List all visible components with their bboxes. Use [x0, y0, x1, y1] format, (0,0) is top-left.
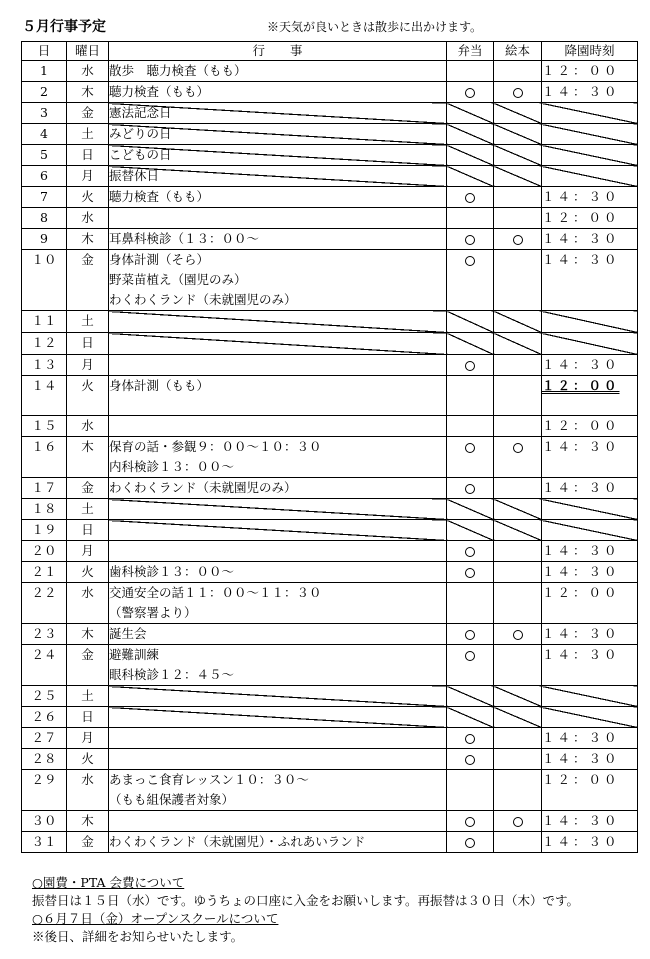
event-text: （警察署より）	[109, 605, 197, 620]
pickup-time: １４：３０	[542, 439, 620, 454]
fee-text: 振替日は１５日（水）です。ゆうちょの口座に入金をお願いします。再振替は３０日（木）です。	[32, 893, 580, 908]
day-cell: １６	[22, 437, 67, 478]
day-cell: 3	[22, 103, 67, 124]
pickup-time-cell	[542, 562, 638, 583]
lunch-cell	[447, 103, 494, 124]
event-text: 身体計測（もも）	[109, 378, 210, 393]
event-text: 内科検診１３：００～	[109, 459, 235, 474]
day-cell: ２６	[22, 707, 67, 728]
pickup-time-cell	[542, 645, 638, 686]
table-row	[22, 541, 638, 562]
weekday-cell: 日	[67, 707, 109, 728]
circle-mark	[465, 88, 475, 98]
event-text: わくわくランド（未就園児のみ）	[109, 480, 297, 495]
table-row	[22, 355, 638, 376]
day-cell: １８	[22, 499, 67, 520]
weekday-cell: 木	[67, 229, 109, 250]
pickup-time: １４：３０	[542, 543, 620, 558]
day-cell: １４	[22, 376, 67, 416]
lunch-cell	[447, 478, 494, 499]
lunch-cell	[447, 686, 494, 707]
event-text: 交通安全の話１１：００～１１：３０	[109, 585, 322, 600]
weekday-cell: 月	[67, 166, 109, 187]
picture-book-cell	[494, 645, 542, 686]
lunch-cell	[447, 355, 494, 376]
table-row	[22, 811, 638, 832]
pickup-time-cell	[542, 187, 638, 208]
table-row	[22, 376, 638, 416]
table-row	[22, 749, 638, 770]
picture-book-cell	[494, 124, 542, 145]
event-cell	[109, 311, 447, 333]
pickup-time-cell	[542, 499, 638, 520]
table-row	[22, 728, 638, 749]
day-cell: ２７	[22, 728, 67, 749]
pickup-time: １２：００	[542, 210, 620, 225]
event-text: 歯科検診１３：００～	[109, 564, 235, 579]
header-weekday: 曜日	[67, 42, 109, 61]
picture-book-cell	[494, 749, 542, 770]
day-cell: 7	[22, 187, 67, 208]
lunch-cell	[447, 811, 494, 832]
circle-mark	[513, 235, 523, 245]
pickup-time-cell	[542, 208, 638, 229]
pickup-time-cell	[542, 82, 638, 103]
lunch-cell	[447, 749, 494, 770]
day-cell: ２２	[22, 583, 67, 624]
event-cell	[109, 103, 447, 124]
table-row	[22, 82, 638, 103]
pickup-time-cell	[542, 103, 638, 124]
table-row	[22, 437, 638, 478]
pickup-time: １４：３０	[542, 84, 620, 99]
weekday-cell: 金	[67, 250, 109, 311]
lunch-cell	[447, 311, 494, 333]
pickup-time-cell	[542, 811, 638, 832]
header-event: 行 事	[109, 42, 447, 61]
page-title: ５月行事予定	[22, 19, 106, 35]
day-cell: １９	[22, 520, 67, 541]
circle-mark	[465, 734, 475, 744]
weekday-cell: 火	[67, 562, 109, 583]
event-cell	[109, 624, 447, 645]
lunch-cell	[447, 208, 494, 229]
day-cell: １７	[22, 478, 67, 499]
pickup-time-cell	[542, 749, 638, 770]
lunch-cell	[447, 61, 494, 82]
picture-book-cell	[494, 208, 542, 229]
picture-book-cell	[494, 811, 542, 832]
table-row	[22, 416, 638, 437]
lunch-cell	[447, 583, 494, 624]
picture-book-cell	[494, 61, 542, 82]
picture-book-cell	[494, 376, 542, 416]
circle-mark	[513, 817, 523, 827]
circle-mark	[465, 547, 475, 557]
weekday-cell: 土	[67, 311, 109, 333]
day-cell: 1	[22, 61, 67, 82]
header-day: 日	[22, 42, 67, 61]
event-cell	[109, 333, 447, 355]
weekday-cell: 金	[67, 645, 109, 686]
table-row	[22, 562, 638, 583]
table-row	[22, 478, 638, 499]
schedule-table	[21, 41, 638, 853]
weekday-cell: 日	[67, 333, 109, 355]
table-row	[22, 166, 638, 187]
pickup-time-cell	[542, 770, 638, 811]
day-cell: １２	[22, 333, 67, 355]
weekday-cell: 日	[67, 145, 109, 166]
day-cell: 5	[22, 145, 67, 166]
day-cell: ２０	[22, 541, 67, 562]
picture-book-cell	[494, 333, 542, 355]
pickup-time-cell	[542, 333, 638, 355]
pickup-time: １４：３０	[542, 231, 620, 246]
pickup-time: １４：３０	[542, 647, 620, 662]
day-cell: １３	[22, 355, 67, 376]
pickup-time: １４：３０	[542, 252, 620, 267]
event-text: （もも組保護者対象）	[109, 792, 235, 807]
picture-book-cell	[494, 541, 542, 562]
picture-book-cell	[494, 250, 542, 311]
picture-book-cell	[494, 437, 542, 478]
pickup-time-cell	[542, 124, 638, 145]
event-cell	[109, 770, 447, 811]
weekday-cell: 金	[67, 832, 109, 853]
event-text: 野菜苗植え（園児のみ）	[109, 272, 247, 287]
lunch-cell	[447, 145, 494, 166]
day-cell: ２９	[22, 770, 67, 811]
table-row	[22, 770, 638, 811]
header-pickup-time: 降園時刻	[542, 42, 638, 61]
event-cell	[109, 520, 447, 541]
event-text: あまっこ食育レッスン１０：３０～	[109, 772, 309, 787]
weekday-cell: 月	[67, 355, 109, 376]
picture-book-cell	[494, 624, 542, 645]
pickup-time-cell	[542, 311, 638, 333]
weekday-cell: 土	[67, 499, 109, 520]
event-cell	[109, 166, 447, 187]
lunch-cell	[447, 82, 494, 103]
pickup-time: １４：３０	[542, 480, 620, 495]
event-text: 誕生会	[109, 626, 147, 641]
day-cell: ２５	[22, 686, 67, 707]
weekday-cell: 水	[67, 208, 109, 229]
event-cell	[109, 707, 447, 728]
event-text: 聴力検査（もも）	[109, 84, 210, 99]
event-cell	[109, 250, 447, 311]
circle-mark	[465, 630, 475, 640]
event-text: 聴力検査（もも）	[109, 189, 210, 204]
picture-book-cell	[494, 520, 542, 541]
circle-mark	[465, 361, 475, 371]
day-cell: ２４	[22, 645, 67, 686]
weekday-cell: 木	[67, 437, 109, 478]
day-cell: 4	[22, 124, 67, 145]
table-row	[22, 333, 638, 355]
day-cell: 8	[22, 208, 67, 229]
table-row	[22, 311, 638, 333]
weekday-cell: 月	[67, 541, 109, 562]
pickup-time-cell	[542, 832, 638, 853]
day-cell: ２８	[22, 749, 67, 770]
lunch-cell	[447, 728, 494, 749]
table-row	[22, 520, 638, 541]
pickup-time-cell	[542, 478, 638, 499]
event-text: 保育の話・参観９：００～１０：３０	[109, 439, 322, 454]
picture-book-cell	[494, 355, 542, 376]
pickup-time: １４：３０	[542, 564, 620, 579]
event-text: 眼科検診１２：４５～	[109, 667, 235, 682]
picture-book-cell	[494, 103, 542, 124]
circle-mark	[465, 755, 475, 765]
table-row	[22, 187, 638, 208]
weather-note: ※天気が良いときは散歩に出かけます。	[267, 20, 483, 34]
weekday-cell: 水	[67, 770, 109, 811]
day-cell: ２１	[22, 562, 67, 583]
picture-book-cell	[494, 166, 542, 187]
lunch-cell	[447, 166, 494, 187]
pickup-time-cell	[542, 520, 638, 541]
header-picture-book: 絵本	[494, 42, 542, 61]
event-cell	[109, 82, 447, 103]
table-row	[22, 686, 638, 707]
day-cell: 2	[22, 82, 67, 103]
event-cell	[109, 355, 447, 376]
table-row	[22, 707, 638, 728]
header-lunch: 弁当	[447, 42, 494, 61]
event-cell	[109, 728, 447, 749]
event-cell	[109, 686, 447, 707]
table-row	[22, 645, 638, 686]
circle-mark	[513, 630, 523, 640]
pickup-time-cell	[542, 416, 638, 437]
event-text: 憲法記念日	[109, 105, 172, 120]
lunch-cell	[447, 562, 494, 583]
day-cell: ２３	[22, 624, 67, 645]
picture-book-cell	[494, 583, 542, 624]
pickup-time-cell	[542, 437, 638, 478]
pickup-time-cell	[542, 541, 638, 562]
table-row	[22, 583, 638, 624]
day-cell: ３１	[22, 832, 67, 853]
pickup-time: １４：３０	[542, 626, 620, 641]
lunch-cell	[447, 832, 494, 853]
lunch-cell	[447, 624, 494, 645]
picture-book-cell	[494, 145, 542, 166]
circle-mark	[513, 88, 523, 98]
picture-book-cell	[494, 311, 542, 333]
table-row	[22, 250, 638, 311]
event-text: 耳鼻科検診（１３：００～	[109, 231, 260, 246]
weekday-cell: 水	[67, 61, 109, 82]
pickup-time: １２：００	[542, 585, 620, 600]
lunch-cell	[447, 376, 494, 416]
event-text: わくわくランド（未就園児のみ）	[109, 292, 297, 307]
pickup-time-cell	[542, 250, 638, 311]
day-cell: １１	[22, 311, 67, 333]
weekday-cell: 火	[67, 187, 109, 208]
event-cell	[109, 583, 447, 624]
pickup-time-cell	[542, 376, 638, 416]
weekday-cell: 火	[67, 749, 109, 770]
weekday-cell: 木	[67, 82, 109, 103]
picture-book-cell	[494, 229, 542, 250]
weekday-cell: 火	[67, 376, 109, 416]
circle-mark	[465, 235, 475, 245]
pickup-time-cell	[542, 355, 638, 376]
picture-book-cell	[494, 686, 542, 707]
table-row	[22, 145, 638, 166]
pickup-time: １４：３０	[542, 730, 620, 745]
weekday-cell: 水	[67, 583, 109, 624]
picture-book-cell	[494, 187, 542, 208]
event-cell	[109, 145, 447, 166]
weekday-cell: 金	[67, 103, 109, 124]
circle-mark	[465, 817, 475, 827]
circle-mark	[465, 193, 475, 203]
day-cell: 6	[22, 166, 67, 187]
picture-book-cell	[494, 562, 542, 583]
pickup-time: １４：３０	[542, 189, 620, 204]
pickup-time-cell	[542, 229, 638, 250]
lunch-cell	[447, 229, 494, 250]
event-cell	[109, 124, 447, 145]
weekday-cell: 日	[67, 520, 109, 541]
event-cell	[109, 478, 447, 499]
event-text: 避難訓練	[109, 647, 160, 662]
event-cell	[109, 208, 447, 229]
picture-book-cell	[494, 728, 542, 749]
picture-book-cell	[494, 82, 542, 103]
picture-book-cell	[494, 832, 542, 853]
table-row	[22, 499, 638, 520]
event-text: 身体計測（そら）	[109, 252, 210, 267]
table-row	[22, 61, 638, 82]
lunch-cell	[447, 645, 494, 686]
weekday-cell: 金	[67, 478, 109, 499]
pickup-time: １２：００	[542, 63, 620, 78]
circle-mark	[465, 651, 475, 661]
open-school-heading: ○６月７日（金）オープンスクールについて	[32, 911, 279, 926]
pickup-time: １２：００	[542, 378, 620, 393]
day-cell: ３０	[22, 811, 67, 832]
event-cell	[109, 376, 447, 416]
circle-mark	[465, 256, 475, 266]
pickup-time: １４：３０	[542, 834, 620, 849]
circle-mark	[465, 443, 475, 453]
picture-book-cell	[494, 416, 542, 437]
weekday-cell: 木	[67, 624, 109, 645]
table-row	[22, 208, 638, 229]
pickup-time: １４：３０	[542, 813, 620, 828]
event-cell	[109, 749, 447, 770]
lunch-cell	[447, 541, 494, 562]
weekday-cell: 水	[67, 416, 109, 437]
pickup-time-cell	[542, 686, 638, 707]
fee-heading: ○園費・PTA 会費について	[32, 875, 185, 890]
pickup-time-cell	[542, 583, 638, 624]
event-cell	[109, 645, 447, 686]
day-cell: １５	[22, 416, 67, 437]
event-text: わくわくランド（未就園児）・ふれあいランド	[109, 834, 366, 849]
weekday-cell: 木	[67, 811, 109, 832]
event-cell	[109, 811, 447, 832]
lunch-cell	[447, 416, 494, 437]
event-cell	[109, 832, 447, 853]
event-cell	[109, 562, 447, 583]
circle-mark	[465, 838, 475, 848]
pickup-time-cell	[542, 166, 638, 187]
table-row	[22, 229, 638, 250]
lunch-cell	[447, 770, 494, 811]
pickup-time-cell	[542, 624, 638, 645]
lunch-cell	[447, 707, 494, 728]
event-text: 散歩 聴力検査（もも）	[109, 63, 247, 78]
picture-book-cell	[494, 707, 542, 728]
day-cell: １０	[22, 250, 67, 311]
picture-book-cell	[494, 478, 542, 499]
event-cell	[109, 541, 447, 562]
pickup-time: １２：００	[542, 418, 620, 433]
pickup-time: １４：３０	[542, 357, 620, 372]
pickup-time-cell	[542, 145, 638, 166]
pickup-time-cell	[542, 61, 638, 82]
pickup-time-cell	[542, 728, 638, 749]
event-cell	[109, 61, 447, 82]
event-cell	[109, 437, 447, 478]
lunch-cell	[447, 250, 494, 311]
circle-mark	[513, 443, 523, 453]
event-text: 振替休日	[109, 168, 160, 183]
weekday-cell: 土	[67, 686, 109, 707]
open-school-text: ※後日、詳細をお知らせいたします。	[32, 929, 244, 944]
event-cell	[109, 499, 447, 520]
table-row	[22, 624, 638, 645]
event-text: こどもの日	[109, 147, 172, 162]
lunch-cell	[447, 124, 494, 145]
table-row	[22, 832, 638, 853]
pickup-time-cell	[542, 707, 638, 728]
weekday-cell: 土	[67, 124, 109, 145]
lunch-cell	[447, 437, 494, 478]
weekday-cell: 月	[67, 728, 109, 749]
circle-mark	[465, 568, 475, 578]
lunch-cell	[447, 499, 494, 520]
day-cell: 9	[22, 229, 67, 250]
lunch-cell	[447, 333, 494, 355]
event-cell	[109, 416, 447, 437]
picture-book-cell	[494, 499, 542, 520]
table-header-row	[22, 42, 638, 61]
picture-book-cell	[494, 770, 542, 811]
table-row	[22, 103, 638, 124]
event-text: みどりの日	[109, 126, 172, 141]
event-cell	[109, 187, 447, 208]
circle-mark	[465, 484, 475, 494]
pickup-time: １２：００	[542, 772, 620, 787]
lunch-cell	[447, 520, 494, 541]
event-cell	[109, 229, 447, 250]
pickup-time: １４：３０	[542, 751, 620, 766]
lunch-cell	[447, 187, 494, 208]
table-row	[22, 124, 638, 145]
